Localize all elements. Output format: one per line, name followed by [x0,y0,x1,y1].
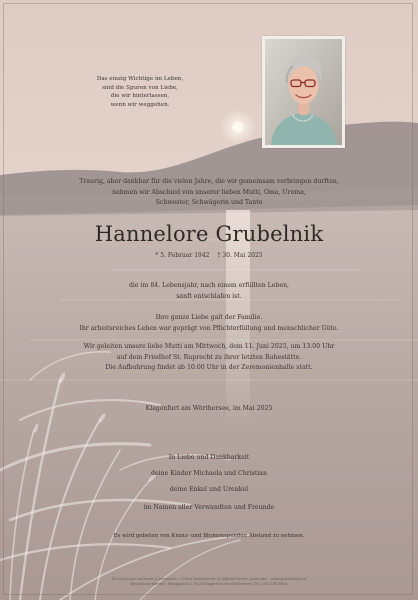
tribute-text [20,313,398,334]
portrait-photo [262,36,345,148]
quote-line: die wir hinterlassen, [110,93,170,100]
funeral-line: Die Aufbahrung findet ab 10.00 Uhr in der Zeremonienhalle statt. [105,364,313,371]
mourners-grandchildren: deine Enkel und Urenkel [169,486,249,493]
footer-info [20,577,398,587]
donation-note: Es wird gebeten von Kranz- und Blumenspenden Abstand zu nehmen. [113,533,305,539]
footer-line: Bestattung Kärnten, Waaggasse 2, 9020 Klagenfurt am Wörthersee, Tel.: 050 186 8640 [130,582,288,586]
footer-line: Erinnerungen sammeln & bewahren – Online Kondolenzen & digitale Kerzen anzünden · www.grubelkaele.at [111,577,307,581]
quote-line: Das einzig Wichtige im Leben, [96,76,184,82]
funeral-line: Wir geleiten unsere liebe Mutti am Mittwoch, dem 11. Juni 2025, um 13.00 Uhr [83,343,335,350]
intro-line: Schwester, Schwägerin und Tante [155,199,263,207]
death-date: † 30. Mai 2025 [217,252,263,259]
life-dates [20,252,398,260]
passing-line: sanft entschlafen ist. [176,292,242,300]
mourners-others: im Namen aller Verwandten und Freunde [143,504,275,511]
tribute-line: Ihr arbeitsreiches Leben war geprägt von Pflichterfüllung und menschlicher Güte. [79,324,339,332]
birth-date: * 5. Februar 1942 [155,252,210,259]
mourners-children: deine Kinder Michaela und Christian [151,470,267,477]
intro-line: Traurig, aber dankbar für die vielen Jahre, die wir gemeinsam verbringen durften, [79,178,339,185]
tribute-line: Ihre ganze Liebe galt der Familie. [155,314,263,321]
funeral-line: auf dem Friedhof St. Ruprecht zu ihrer letzten Ruhestätte. [116,353,302,361]
place-and-date: Klagenfurt am Wörthersee, im Mai 2025 [145,405,273,412]
sun-icon [233,122,244,133]
passing-text [20,281,398,302]
deceased-name: Hannelore Grubelnik [94,222,324,246]
funeral-details [20,342,398,374]
quote-line: sind die Spuren von Liebe, [102,84,178,91]
quote-line: wenn wir weggehen. [110,101,170,108]
passing-line: die im 84. Lebensjahr, nach einem erfüllten Leben, [128,282,290,289]
memorial-quote [60,75,220,109]
intro-line: nehmen wir Abschied von unserer lieben Mutti, Oma, Uroma, [112,188,306,196]
mourners-intro: In Liebe und Dankbarkeit [168,454,250,461]
intro-text [20,177,398,209]
